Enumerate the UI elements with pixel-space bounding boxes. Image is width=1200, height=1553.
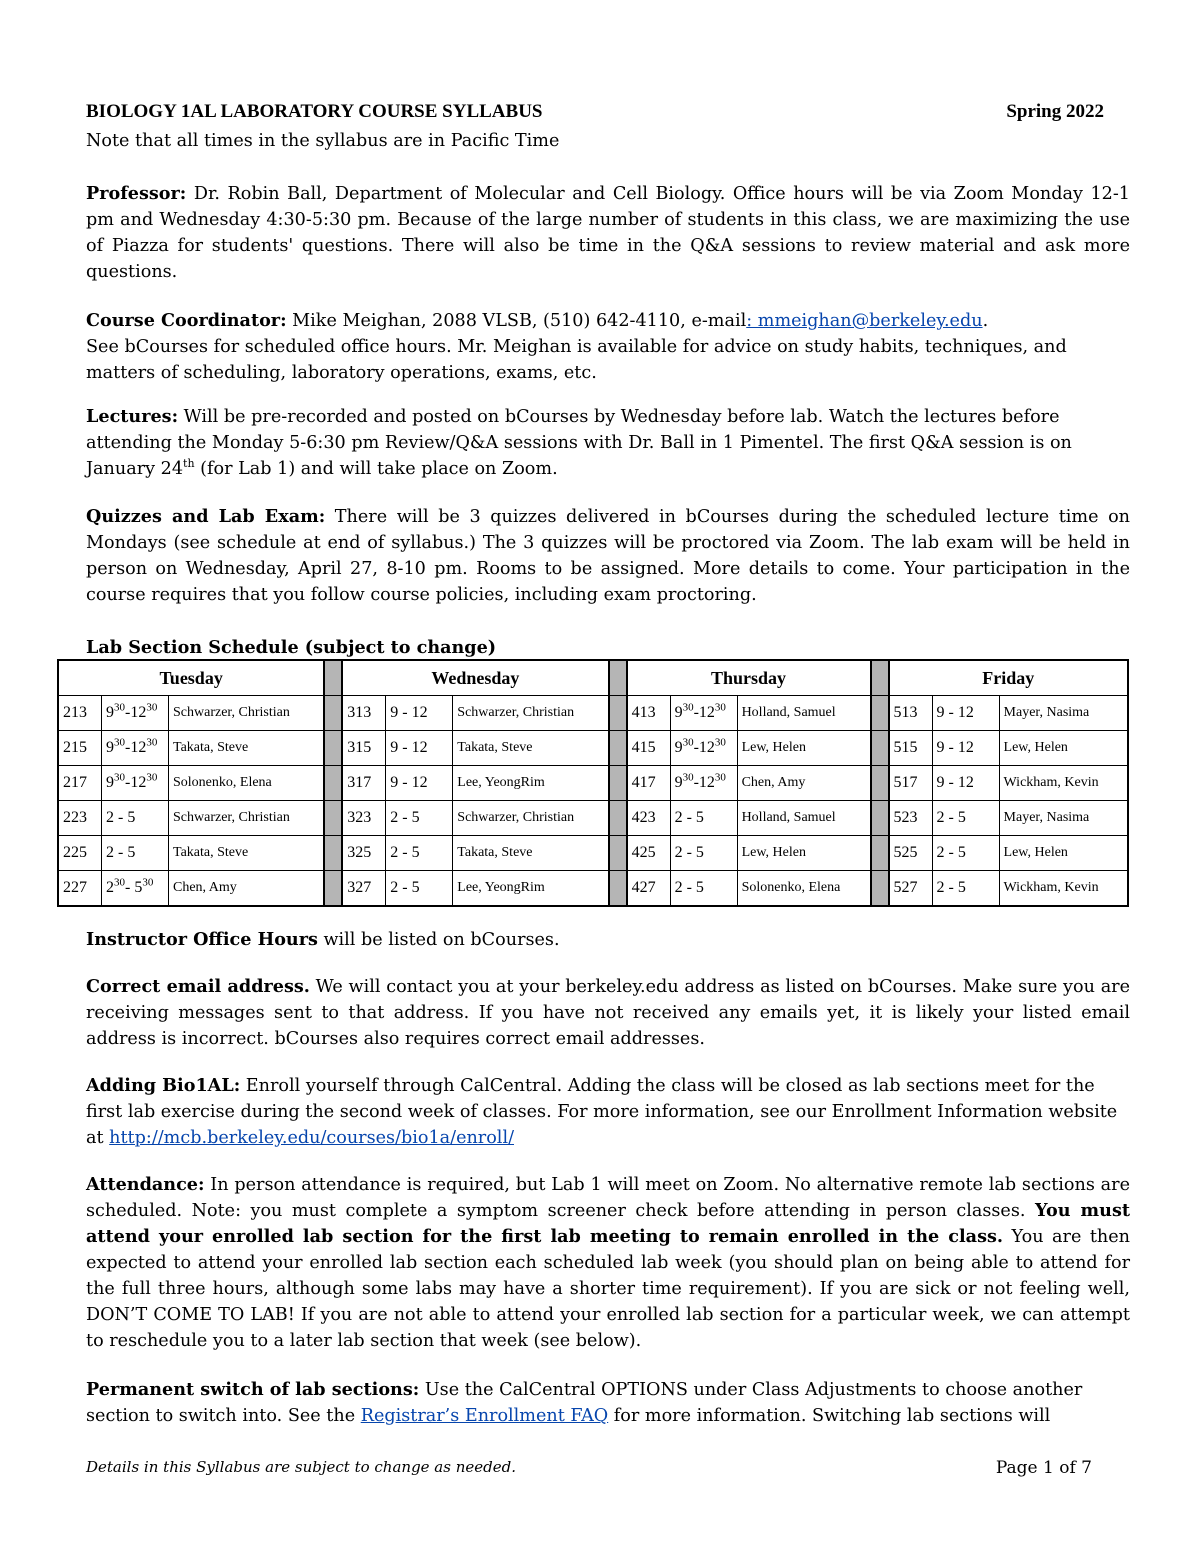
section-number: 215 xyxy=(58,731,102,766)
instructor-name: Mayer, Nasima xyxy=(999,696,1128,731)
time-end-min: 30 xyxy=(142,876,154,889)
email-text: We will contact you at your berkeley.edu address as listed on bCourses. Make sure you are receiving messages sent to that address. If you have not received any emails yet, it is likely your listed email address is incorrect. bCourses also requires correct email addresses. xyxy=(86,977,1131,1049)
time-end: -12 xyxy=(125,704,147,721)
lab-schedule-table xyxy=(57,659,1129,907)
time-start: 9 - 12 xyxy=(390,739,428,756)
time-start: 9 - 12 xyxy=(390,704,428,721)
instructor-name: Schwarzer, Christian xyxy=(453,696,609,731)
schedule-row xyxy=(58,836,1128,871)
term-label: Spring 2022 xyxy=(1006,101,1104,122)
time-end: -12 xyxy=(125,739,147,756)
time-start-min: 30 xyxy=(114,771,125,784)
coordinator-text-end: . xyxy=(982,311,989,331)
coordinator-label: Course Coordinator: xyxy=(86,310,287,331)
time-end-min: 30 xyxy=(146,736,158,749)
time-start-min: 30 xyxy=(682,701,694,714)
coordinator-text: Mike Meighan, 2088 VLSB, (510) 642-4110, e-mail xyxy=(286,311,747,331)
section-time xyxy=(386,731,453,766)
column-gap xyxy=(609,696,627,731)
column-gap xyxy=(324,766,342,801)
instructor-name: Wickham, Kevin xyxy=(999,871,1128,907)
column-gap xyxy=(609,766,627,801)
section-number: 523 xyxy=(889,801,933,836)
schedule-row xyxy=(58,731,1128,766)
time-start: 9 xyxy=(106,774,114,791)
schedule-row xyxy=(58,801,1128,836)
attendance-label: Attendance: xyxy=(86,1174,205,1195)
section-time xyxy=(386,836,453,871)
lectures-sup: th xyxy=(183,457,195,471)
switch-label: Permanent switch of lab sections: xyxy=(86,1379,420,1400)
section-time xyxy=(102,731,169,766)
lectures-label: Lectures: xyxy=(86,406,179,427)
time-start: 2 - 5 xyxy=(936,879,966,896)
section-time xyxy=(102,801,169,836)
column-gap xyxy=(871,731,889,766)
instructor-name: Lee, YeongRim xyxy=(453,766,609,801)
time-start-min: 30 xyxy=(682,736,694,749)
page-footer xyxy=(86,1458,1092,1478)
time-start: 9 xyxy=(674,739,683,756)
time-end: -12 xyxy=(125,774,147,791)
section-time xyxy=(670,766,737,801)
instructor-name: Holland, Samuel xyxy=(737,801,870,836)
section-time xyxy=(670,731,737,766)
day-header-thursday: Thursday xyxy=(627,660,871,696)
time-start: 9 xyxy=(106,739,114,756)
section-number: 417 xyxy=(627,766,671,801)
instructor-name: Takata, Steve xyxy=(169,836,325,871)
time-end: -12 xyxy=(693,704,715,721)
column-gap xyxy=(609,660,627,696)
instructor-name: Takata, Steve xyxy=(453,731,609,766)
section-number: 315 xyxy=(342,731,386,766)
column-gap xyxy=(324,696,342,731)
time-start: 9 - 12 xyxy=(390,774,428,791)
section-time xyxy=(932,731,999,766)
switch-text-2: for more information. Switching lab sections will xyxy=(608,1406,1051,1426)
instructor-name: Lew, Helen xyxy=(999,731,1128,766)
office-hours-paragraph xyxy=(86,927,1130,953)
enroll-info-link[interactable]: http://mcb.berkeley.edu/courses/bio1a/enroll/ xyxy=(109,1128,514,1148)
attendance-text: In person attendance is required, but Lab 1 will meet on Zoom. No alternative remote lab sections are scheduled. Note: you must complete a symptom screener check before attending in person classes. xyxy=(86,1175,1130,1221)
instructor-name: Takata, Steve xyxy=(453,836,609,871)
email-paragraph xyxy=(86,974,1130,1052)
section-number: 425 xyxy=(627,836,671,871)
time-end-min: 30 xyxy=(714,701,726,714)
section-time xyxy=(932,766,999,801)
footer-note: Details in this Syllabus are subject to change as needed. xyxy=(86,1458,516,1476)
time-start: 2 - 5 xyxy=(106,844,136,861)
section-time xyxy=(670,801,737,836)
professor-label: Professor: xyxy=(86,183,187,204)
day-header-friday: Friday xyxy=(889,660,1128,696)
schedule-row xyxy=(58,871,1128,907)
time-end: -12 xyxy=(693,774,715,791)
time-end-min: 30 xyxy=(714,771,726,784)
professor-paragraph xyxy=(86,181,1130,285)
section-number: 317 xyxy=(342,766,386,801)
office-hours-label: Instructor Office Hours xyxy=(86,929,318,950)
column-gap xyxy=(871,801,889,836)
section-time xyxy=(102,696,169,731)
section-time xyxy=(386,696,453,731)
instructor-name: Schwarzer, Christian xyxy=(169,801,325,836)
time-start: 2 - 5 xyxy=(390,809,420,826)
instructor-name: Solonenko, Elena xyxy=(737,871,870,907)
page-number xyxy=(996,1458,1092,1478)
column-gap xyxy=(324,871,342,907)
coordinator-text-2: See bCourses for scheduled office hours. Mr. Meighan is available for advice on study habits, techniques, and matters of scheduling, laboratory operations, exams, etc. xyxy=(86,337,1067,383)
time-start: 2 - 5 xyxy=(106,809,136,826)
column-gap xyxy=(871,696,889,731)
switch-paragraph xyxy=(86,1377,1130,1429)
time-end-min: 30 xyxy=(146,701,158,714)
time-start: 9 xyxy=(674,704,683,721)
coordinator-email-link[interactable]: : mmeighan@berkeley.edu xyxy=(746,311,983,331)
attendance-paragraph xyxy=(86,1172,1130,1354)
section-number: 227 xyxy=(58,871,102,907)
adding-label: Adding Bio1AL: xyxy=(86,1075,241,1096)
column-gap xyxy=(871,660,889,696)
schedule-row xyxy=(58,696,1128,731)
schedule-body xyxy=(58,696,1128,907)
day-header-wednesday: Wednesday xyxy=(342,660,608,696)
section-number: 427 xyxy=(627,871,671,907)
section-number: 327 xyxy=(342,871,386,907)
section-number: 313 xyxy=(342,696,386,731)
section-number: 527 xyxy=(889,871,933,907)
instructor-name: Chen, Amy xyxy=(169,871,325,907)
instructor-name: Solonenko, Elena xyxy=(169,766,325,801)
column-gap xyxy=(324,801,342,836)
section-time xyxy=(386,801,453,836)
schedule-row xyxy=(58,766,1128,801)
instructor-name: Lew, Helen xyxy=(737,731,870,766)
section-number: 517 xyxy=(889,766,933,801)
instructor-name: Holland, Samuel xyxy=(737,696,870,731)
section-time xyxy=(102,871,169,907)
section-number: 323 xyxy=(342,801,386,836)
time-start: 2 xyxy=(106,879,114,896)
time-start: 2 - 5 xyxy=(674,809,704,826)
time-start: 9 - 12 xyxy=(936,739,974,756)
section-time xyxy=(386,871,453,907)
instructor-name: Mayer, Nasima xyxy=(999,801,1128,836)
section-time xyxy=(102,836,169,871)
section-time xyxy=(102,766,169,801)
section-number: 513 xyxy=(889,696,933,731)
time-start: 9 - 12 xyxy=(936,774,974,791)
time-start-min: 30 xyxy=(114,876,125,889)
column-gap xyxy=(324,731,342,766)
column-gap xyxy=(609,731,627,766)
timezone-note: Note that all times in the syllabus are in Pacific Time xyxy=(86,131,560,151)
section-time xyxy=(932,801,999,836)
switch-text: Use the CalCentral OPTIONS under Class Adjustments to choose another section to switch into. See the xyxy=(86,1380,1083,1426)
professor-text: Dr. Robin Ball, Department of Molecular and Cell Biology. Office hours will be via Zoom Monday 12-1 pm and Wednesday 4:30-5:30 pm. Because of the large number of students in this class, we are maximizing the use of Piazza for students' questions. There will also be time in the Q&A sessions to review material and ask more questions. xyxy=(86,184,1130,282)
time-end-min: 30 xyxy=(146,771,158,784)
time-start: 2 - 5 xyxy=(936,844,966,861)
time-start: 2 - 5 xyxy=(390,879,420,896)
column-gap xyxy=(324,660,342,696)
time-start: 2 - 5 xyxy=(674,879,704,896)
time-start-min: 30 xyxy=(114,736,125,749)
section-number: 213 xyxy=(58,696,102,731)
column-gap xyxy=(871,836,889,871)
time-end: - 5 xyxy=(125,879,143,896)
time-start: 9 xyxy=(106,704,114,721)
section-number: 325 xyxy=(342,836,386,871)
column-gap xyxy=(609,801,627,836)
instructor-name: Lew, Helen xyxy=(737,836,870,871)
instructor-name: Schwarzer, Christian xyxy=(453,801,609,836)
page-title: BIOLOGY 1AL LABORATORY COURSE SYLLABUS xyxy=(86,101,543,122)
lectures-text: Will be pre-recorded and posted on bCourses by Wednesday before lab. Watch the lectures before attending the Monday 5-6:30 pm Review/Q&A sessions with Dr. Ball in 1 Pimentel. The first Q&A session is on January 24 xyxy=(86,407,1072,479)
time-start: 2 - 5 xyxy=(390,844,420,861)
coordinator-paragraph xyxy=(86,308,1130,386)
section-time xyxy=(670,871,737,907)
schedule-caption xyxy=(86,635,1130,661)
section-time xyxy=(670,836,737,871)
section-number: 525 xyxy=(889,836,933,871)
column-gap xyxy=(324,836,342,871)
quizzes-label: Quizzes and Lab Exam: xyxy=(86,506,326,527)
adding-text: Enroll yourself through CalCentral. Adding the class will be closed as lab sections meet for the first lab exercise during the second week of classes. For more information, see our Enrollment Information website at xyxy=(86,1076,1118,1148)
instructor-name: Lew, Helen xyxy=(999,836,1128,871)
section-number: 225 xyxy=(58,836,102,871)
time-start-min: 30 xyxy=(114,701,125,714)
section-number: 515 xyxy=(889,731,933,766)
lectures-paragraph xyxy=(86,404,1130,482)
section-number: 223 xyxy=(58,801,102,836)
time-end: -12 xyxy=(693,739,715,756)
email-label: Correct email address. xyxy=(86,976,310,997)
page-total: 7 xyxy=(1081,1458,1092,1478)
registrar-faq-link[interactable]: Registrar’s Enrollment FAQ xyxy=(360,1406,609,1426)
time-start: 9 xyxy=(674,774,683,791)
section-time xyxy=(386,766,453,801)
day-header-tuesday: Tuesday xyxy=(58,660,324,696)
time-start: 9 - 12 xyxy=(936,704,974,721)
section-number: 415 xyxy=(627,731,671,766)
section-time xyxy=(932,696,999,731)
instructor-name: Takata, Steve xyxy=(169,731,325,766)
page-current: 1 xyxy=(1043,1458,1054,1478)
attendance-bold: You must attend your enrolled lab section for the first lab meeting to remain enrolled in the class. xyxy=(86,1200,1130,1247)
page-mid: of xyxy=(1053,1458,1082,1478)
office-hours-text: will be listed on bCourses. xyxy=(317,930,560,950)
title-row xyxy=(86,101,1104,123)
lectures-text-end: (for Lab 1) and will take place on Zoom. xyxy=(194,459,558,479)
section-number: 217 xyxy=(58,766,102,801)
quizzes-text: There will be 3 quizzes delivered in bCourses during the scheduled lecture time on Mondays (see schedule at end of syllabus.) The 3 quizzes will be proctored via Zoom. The lab exam will be held in person on Wednesday, April 27, 8-10 pm. Rooms to be assigned. More details to come. Your participation in the course requires that you follow course policies, including exam proctoring. xyxy=(86,507,1130,605)
section-time xyxy=(932,836,999,871)
time-start-min: 30 xyxy=(682,771,694,784)
column-gap xyxy=(609,836,627,871)
column-gap xyxy=(609,871,627,907)
section-time xyxy=(932,871,999,907)
time-start: 2 - 5 xyxy=(674,844,704,861)
column-gap xyxy=(871,766,889,801)
section-time xyxy=(670,696,737,731)
time-start: 2 - 5 xyxy=(936,809,966,826)
attendance-text-2: You are then expected to attend your enrolled lab section each scheduled lab week (you should plan on being able to attend for the full three hours, although some labs may have a shorter time requirement). If you are sick or not feeling well, DON’T COME TO LAB! If you are not able to attend your enrolled lab section for a particular week, we can attempt to reschedule you to a later lab section that week (see below). xyxy=(86,1227,1131,1351)
schedule-header-row xyxy=(58,660,1128,696)
instructor-name: Lee, YeongRim xyxy=(453,871,609,907)
instructor-name: Chen, Amy xyxy=(737,766,870,801)
section-number: 413 xyxy=(627,696,671,731)
quizzes-paragraph xyxy=(86,504,1130,608)
page-prefix: Page xyxy=(995,1458,1043,1478)
adding-paragraph xyxy=(86,1073,1130,1151)
instructor-name: Schwarzer, Christian xyxy=(169,696,325,731)
column-gap xyxy=(871,871,889,907)
schedule-caption-text: Lab Section Schedule (subject to change) xyxy=(86,637,497,658)
section-number: 423 xyxy=(627,801,671,836)
time-end-min: 30 xyxy=(714,736,726,749)
instructor-name: Wickham, Kevin xyxy=(999,766,1128,801)
